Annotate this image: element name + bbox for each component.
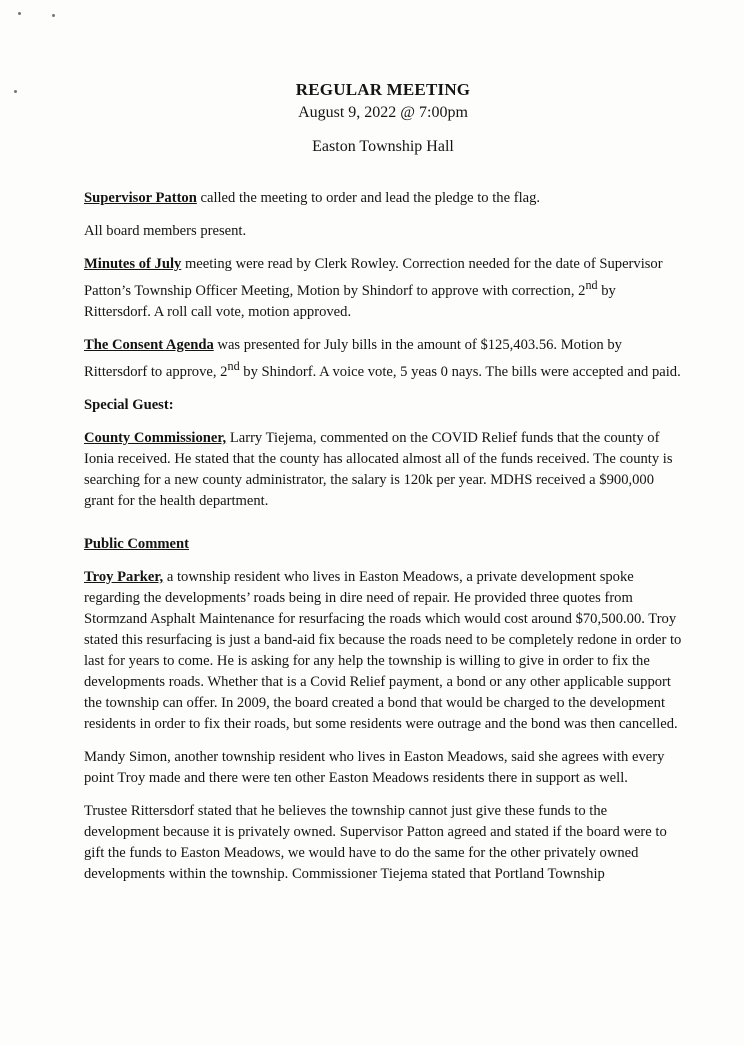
speaker-label: Supervisor Patton bbox=[84, 190, 197, 206]
paragraph-attendance: All board members present. bbox=[84, 223, 247, 239]
paragraph-minutes: Minutes of July meeting were read by Clerk Rowley. Correction needed for the date of Supervisor Patton’s Township Officer Meeting, Motion by Shindorf to approve with correction, 2nd by Rittersdorf. A roll call vote, motion approved. bbox=[84, 256, 663, 320]
heading-special-guest: Special Guest: bbox=[84, 396, 174, 413]
paragraph-rittersdorf: Trustee Rittersdorf stated that he believes the township cannot just give these funds to the development because it is privately owned. Supervisor Patton agreed and stated if the board were to gift the funds to Easton Meadows, we would have to do the same for the other privately owned developments within the township. Commissioner Tiejema stated that Portland Township bbox=[84, 802, 667, 882]
paragraph-county-commissioner: County Commissioner, Larry Tiejema, commented on the COVID Relief funds that the county of Ionia received. He stated that the county has allocated almost all of the funds received. The county is searching for a new county administrator, the salary is 120k per year. MDHS received a $900,000 grant for the health department. bbox=[84, 429, 673, 509]
speaker-label: Troy Parker, bbox=[84, 568, 164, 585]
paragraph-call-to-order: Supervisor Patton called the meeting to order and lead the pledge to the flag. bbox=[84, 190, 541, 206]
speaker-label: County Commissioner, bbox=[84, 429, 227, 446]
meeting-location: Easton Township Hall bbox=[312, 138, 454, 155]
scan-speck bbox=[52, 14, 55, 17]
document-title: REGULAR MEETING bbox=[295, 80, 471, 99]
minutes-body bbox=[84, 188, 682, 885]
paragraph-mandy-simon: Mandy Simon, another township resident who lives in Easton Meadows, said she agrees with every point Troy made and there were ten other Easton Meadows residents there in support as well. bbox=[84, 748, 665, 786]
document-header bbox=[84, 80, 682, 156]
paragraph-consent-agenda: The Consent Agenda was presented for July bills in the amount of $125,403.56. Motion by Rittersdorf to approve, 2nd by Shindorf. A voice vote, 5 yeas 0 nays. The bills were accepted and paid. bbox=[84, 336, 681, 380]
scan-speck bbox=[18, 12, 21, 15]
section-label: Minutes of July bbox=[84, 256, 182, 272]
heading-public-comment: Public Comment bbox=[84, 535, 189, 552]
scan-speck bbox=[14, 90, 17, 93]
section-label: The Consent Agenda bbox=[84, 336, 214, 353]
paragraph-troy-parker: Troy Parker, a township resident who lives in Easton Meadows, a private development spoke regarding the developments’ roads being in dire need of repair. He provided three quotes from Stormzand Asphalt Maintenance for resurfacing the roads which would cost around $70,500.00. Troy stated this resurfacing is just a band-aid fix because the roads need to be completely redone in order to last for years to come. He is asking for any help the township is willing to give in order to fix the developments roads. Whether that is a Covid Relief payment, a bond or any other applicable support the township can offer. In 2009, the board created a bond that would be charged to the development residents in order to fix their roads, but some residents were outrage and the bond was then cancelled. bbox=[84, 568, 682, 732]
meeting-date: August 9, 2022 @ 7:00pm bbox=[298, 104, 468, 121]
